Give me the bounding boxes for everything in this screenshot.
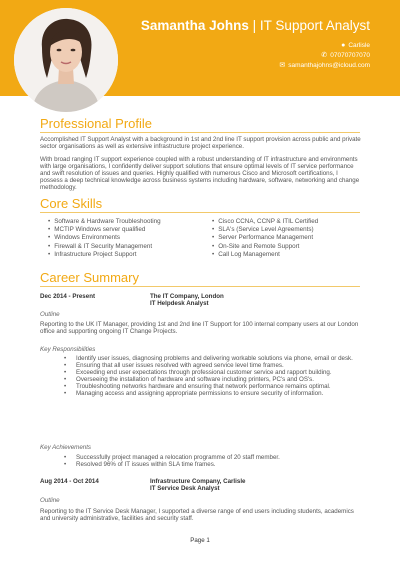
career-divider [40, 286, 360, 287]
skill-item: • Firewall & IT Security Management [48, 242, 153, 250]
skill-item: • SLA's (Service Level Agreements) [212, 226, 314, 234]
list-item: • Troubleshooting networks hardware and ensuring that network performance remains optimal. [64, 383, 331, 391]
profile-photo [14, 8, 118, 112]
job1-achievements [64, 454, 358, 468]
job1-responsibilities-label: Key Responsibilities [40, 346, 96, 353]
list-item: • Overseeing the installation of hardware and software including printers, PC's and OS's. [64, 376, 314, 384]
list-item: • Managing access and assigning appropriate permissions to ensure security of information. [64, 390, 324, 398]
skill-item: • Call Log Management [212, 250, 280, 258]
profile-divider [40, 132, 360, 133]
job1-outline: Reporting to the UK IT Manager, providing 1st and 2nd line IT Support for 100 internal company users at our London office and supporting ongoing IT Change Projects. [40, 321, 359, 336]
job2-title: IT Service Desk Analyst [150, 485, 220, 493]
title-separator: | [252, 18, 257, 33]
skills-heading: Core Skills [40, 196, 103, 211]
profile-paragraph-2: With broad ranging IT support experience coupled with a robust understanding of IT infrastructure and environments with large organisations, I confidently deliver support solutions that ensure optimal levels of IT service performance and swift resolution of issues and queries. Highly qualified with numerous Cisco and Microsoft certifications, I possess a deep technical knowledge across business systems including hardware, software, networking and change methodology. [40, 156, 360, 192]
job2-company-block [150, 478, 245, 492]
skill-item: • Server Performance Management [212, 234, 314, 242]
skill-item: • Windows Environments [48, 234, 121, 242]
job1-company: The IT Company, London [150, 293, 224, 300]
page-number: Page 1 [190, 537, 210, 544]
skill-item: • Infrastructure Project Support [48, 250, 137, 258]
candidate-name: Samantha Johns [140, 18, 249, 33]
list-item: • Successfully project managed a relocation programme of 20 staff member. [64, 454, 280, 461]
phone-icon: ✆ [321, 52, 328, 59]
list-item: • Exceeding end user expectations through professional customer service and rapport building. [64, 369, 332, 377]
list-item: • Resolved 96% of IT issues within SLA time frames. [64, 461, 216, 469]
map-pin-icon: ● [341, 42, 346, 49]
job1-dates: Dec 2014 - Present [40, 293, 96, 300]
profile-heading: Professional Profile [40, 116, 152, 131]
skill-item: • MCTIP Windows server qualified [48, 226, 146, 234]
job1-responsibilities [64, 355, 358, 398]
location-line [341, 42, 370, 49]
job1-company-block [150, 293, 224, 307]
job1-title: IT Helpdesk Analyst [150, 300, 209, 308]
list-item: • Ensuring that all user issues resolved with agreed service level time frames. [64, 362, 284, 370]
email-line [279, 62, 370, 69]
phone-text[interactable]: 07070707070 [330, 52, 370, 59]
header-title [141, 18, 370, 33]
skill-item: • On-Site and Remote Support [212, 242, 300, 250]
phone-line [321, 52, 370, 59]
career-heading: Career Summary [40, 270, 139, 285]
skills-divider [40, 212, 360, 213]
skills-grid [48, 218, 368, 258]
job2-company: Infrastructure Company, Carlisle [150, 478, 246, 485]
email-text[interactable]: samanthajohns@icloud.com [288, 62, 370, 69]
job2-outline-label: Outline [40, 497, 60, 504]
job1-outline-label: Outline [40, 311, 60, 318]
location-text: Carlisle [348, 42, 370, 49]
candidate-role: IT Support Analyst [259, 18, 370, 33]
skill-item: • Software & Hardware Troubleshooting [48, 218, 161, 225]
list-item: • Identify user issues, diagnosing problems and delivering workable solutions via phone, email or desk. [64, 355, 353, 362]
profile-paragraph-1: Accomplished IT Support Analyst with a background in 1st and 2nd line IT support provision across public and private sector organisations as well as extensive infrastructure project experience. [40, 136, 361, 151]
job1-achievements-label: Key Achievements [40, 444, 92, 451]
skill-item: • Cisco CCNA, CCNP & ITIL Certified [212, 218, 319, 225]
job2-dates: Aug 2014 - Oct 2014 [40, 478, 99, 485]
envelope-icon: ✉ [279, 62, 286, 69]
job2-outline: Reporting to the IT Service Desk Manager, I supported a diverse range of end users including students, academics and university administrative, facilities and security staff. [40, 508, 354, 523]
